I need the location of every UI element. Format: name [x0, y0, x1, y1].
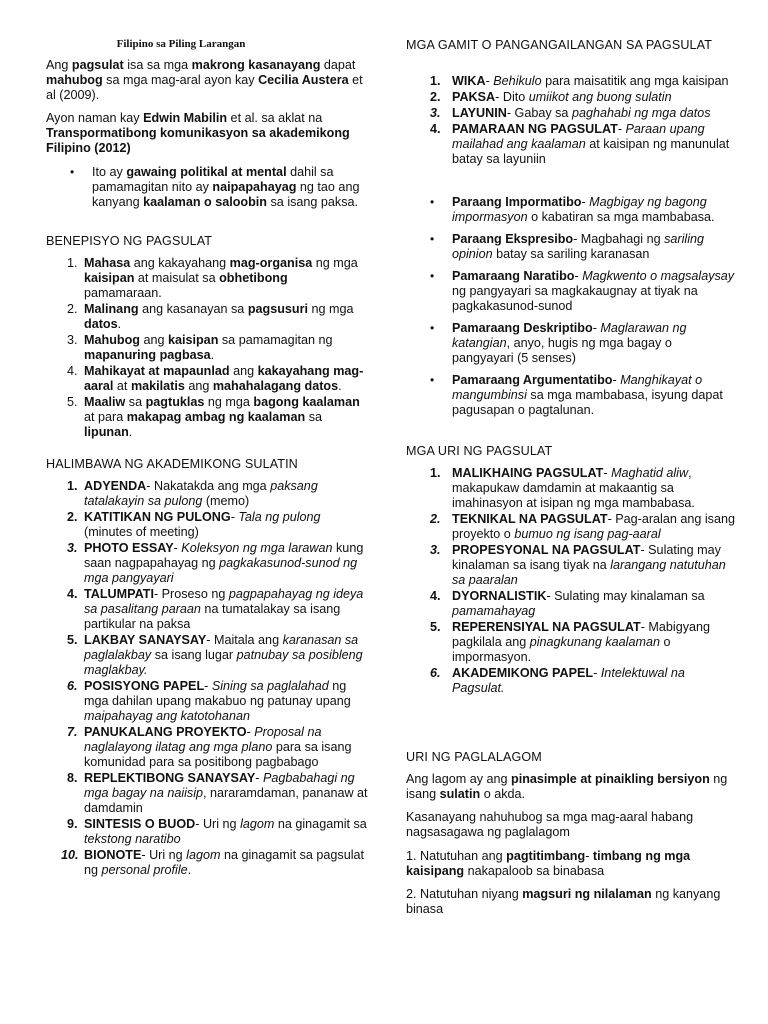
list-item: 1. ADYENDA- Nakatakda ang mga paksang tatalakayin sa pulong (memo) — [67, 479, 318, 508]
list-item: 10. BIONOTE- Uri ng lagom na ginagamit sa pagsulat ng personal profile. — [61, 848, 365, 877]
heading-benepisyo: BENEPISYO NG PAGSULAT — [46, 234, 213, 248]
list-item: 5. LAKBAY SANAYSAY- Maitala ang karanasan sa paglalakbay sa isang lugar patnubay sa posibleng maglakbay. — [67, 633, 363, 677]
list-item: 4. Mahikayat at mapaunlad ang kakayahang mag-aaral at makilatis ang mahahalagang datos. — [67, 364, 364, 393]
lagom-paragraph-4: 2. Natutuhan niyang magsuri ng nilalaman ng kanyang binasa — [406, 887, 721, 916]
bullet-icon: • — [430, 269, 435, 283]
page-title: Filipino sa Piling Larangan — [116, 38, 246, 50]
bullet-icon: • — [430, 195, 435, 209]
bullet-icon: • — [430, 373, 435, 387]
list-item: 4. DYORNALISTIK- Sulating may kinalaman sa pamamahayag — [430, 589, 705, 618]
list-item: 4. TALUMPATI- Proseso ng pagpapahayag ng ideya sa pasalitang paraan na tumatalakay sa isang partikular na paksa — [67, 587, 364, 631]
list-item: 1. MALIKHAING PAGSULAT- Maghatid aliw, makapukaw damdamin at makaantig sa imahinasyon at isipan ng mga mambabasa. — [430, 466, 695, 510]
halimbawa-list — [46, 479, 368, 878]
list-item: • Pamaraang Naratibo- Magkwento o magsalaysay ng pangyayari sa magkakaugnay at tiyak na pagkakasunod-sunod — [430, 269, 735, 313]
list-item: 3. PROPESYONAL NA PAGSULAT- Sulating may kinalaman sa isang tiyak na larangang natutuhan sa paaralan — [430, 543, 726, 587]
benepisyo-list — [46, 256, 368, 440]
intro-paragraph-1: Ang pagsulat isa sa mga makrong kasanayang dapat mahubog sa mga mag-aral ayon kay Cecilia Austera et al (2009). — [46, 58, 363, 102]
list-item: 1. Mahasa ang kakayahang mag-organisa ng mga kaisipan at maisulat sa obhetibong pamamaraan. — [67, 256, 358, 300]
heading-lagom: URI NG PAGLALAGOM — [406, 750, 542, 764]
gamit-list — [406, 74, 736, 167]
list-item: 3. Mahubog ang kaisipan sa pamamagitan ng mapanuring pagbasa. — [67, 333, 333, 362]
list-item: 5. Maaliw sa pagtuklas ng mga bagong kaalaman at para makapag ambag ng kaalaman sa lipunan. — [67, 395, 360, 439]
left-column — [46, 0, 368, 877]
list-item: 7. PANUKALANG PROYEKTO- Proposal na naglalayong ilatag ang mga plano para sa isang komunidad para sa positibong pagbabago — [67, 725, 352, 769]
list-item: 2. Malinang ang kasanayan sa pagsusuri ng mga datos. — [67, 302, 354, 331]
bullet-gawaing-politikal: • Ito ay gawaing politikal at mental dahil sa pamamagitan nito ay naipapahayag ng tao ang kanyang kaalaman o saloobin sa isang paksa. — [70, 165, 360, 209]
heading-gamit: MGA GAMIT O PANGANGAILANGAN SA PAGSULAT — [406, 38, 712, 52]
uri-list — [406, 466, 736, 696]
list-item: 6. AKADEMIKONG PAPEL- Intelektuwal na Pagsulat. — [430, 666, 685, 695]
list-item: 2. TEKNIKAL NA PAGSULAT- Pag-aralan ang isang proyekto o bumuo ng isang pag-aaral — [430, 512, 735, 541]
list-item: 2. KATITIKAN NG PULONG- Tala ng pulong (minutes of meeting) — [67, 510, 321, 539]
lagom-paragraph-2: Kasanayang nahuhubog sa mga mag-aaral habang nagsasagawa ng paglalagom — [406, 810, 694, 839]
bullet-icon: • — [70, 165, 75, 179]
list-item: 9. SINTESIS O BUOD- Uri ng lagom na ginagamit sa tekstong naratibo — [67, 817, 367, 846]
list-item: • Pamaraang Deskriptibo- Maglarawan ng katangian, anyo, hugis ng mga bagay o pangyayari (5 senses) — [430, 321, 687, 365]
list-item: • Paraang Ekspresibo- Magbahagi ng sariling opinion batay sa sariling karanasan — [430, 232, 705, 261]
list-item: • Pamaraang Argumentatibo- Manghikayat o mangumbinsi sa mga mambabasa, isyung dapat pagusapan o pagtalunan. — [430, 373, 723, 417]
heading-uri: MGA URI NG PAGSULAT — [406, 444, 553, 458]
list-item: 4. PAMARAAN NG PAGSULAT- Paraan upang mailahad ang kaalaman at kaisipan ng manunulat batay sa layuniin — [430, 122, 730, 166]
list-item: • Paraang Impormatibo- Magbigay ng bagong impormasyon o kabatiran sa mga mambabasa. — [430, 195, 715, 224]
bullet-icon: • — [430, 321, 435, 335]
list-item: 5. REPERENSIYAL NA PAGSULAT- Mabigyang pagkilala ang pinagkunang kaalaman o impormasyon. — [430, 620, 711, 664]
bullet-icon: • — [430, 232, 435, 246]
list-item: 3. PHOTO ESSAY- Koleksyon ng mga larawan kung saan nagpapahayag ng pagkakasunod-sunod ng mga pangyayari — [67, 541, 364, 585]
intro-paragraph-2: Ayon naman kay Edwin Mabilin et al. sa aklat na Transpormatibong komunikasyon sa akademikong Filipino (2012) — [46, 111, 350, 155]
heading-halimbawa: HALIMBAWA NG AKADEMIKONG SULATIN — [46, 457, 298, 471]
paraan-list — [406, 195, 736, 418]
list-item: 6. POSISYONG PAPEL- Sining sa paglalahad ng mga dahilan upang makabuo ng patunay upang maipahayag ang katotohanan — [67, 679, 351, 723]
list-item: 1. WIKA- Behikulo para maisatitik ang mga kaisipan — [430, 74, 729, 88]
lagom-paragraph-3: 1. Natutuhan ang pagtitimbang- timbang ng mga kaisipang nakapaloob sa binabasa — [406, 849, 691, 878]
list-item: 8. REPLEKTIBONG SANAYSAY- Pagbabahagi ng mga bagay na naiisip, nararamdaman, pananaw at damdamin — [67, 771, 368, 815]
lagom-paragraph-1: Ang lagom ay ang pinasimple at pinaikling bersiyon ng isang sulatin o akda. — [406, 772, 728, 801]
list-item: 2. PAKSA- Dito umiikot ang buong sulatin — [430, 90, 672, 104]
list-item: 3. LAYUNIN- Gabay sa paghahabi ng mga datos — [430, 106, 711, 120]
